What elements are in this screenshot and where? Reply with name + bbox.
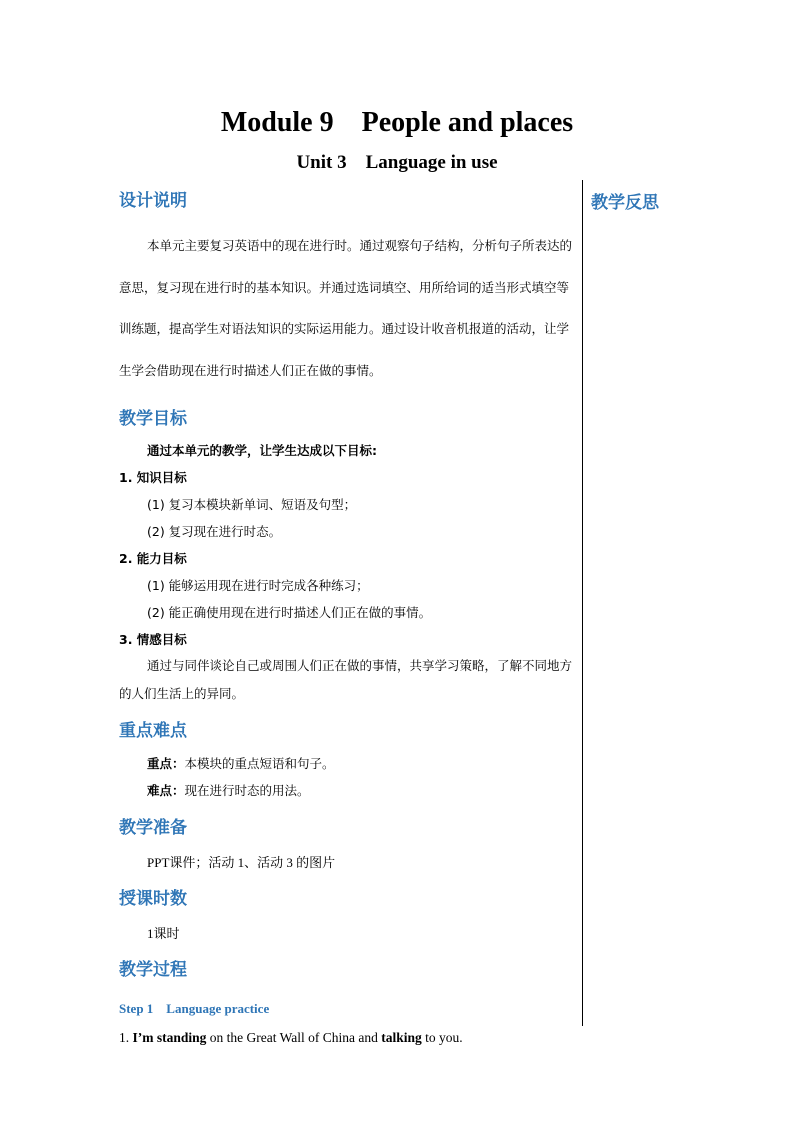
key-point-text: 本模块的重点短语和句子。: [184, 756, 335, 771]
hours-text: 1课时: [147, 926, 180, 941]
step-heading: Step 1 Language practice: [119, 1001, 270, 1016]
key-point-label: 重点：: [147, 756, 185, 771]
design-heading: 设计说明: [119, 191, 187, 211]
example-text-2: to you.: [421, 1030, 463, 1045]
objective-item: (2) 复习现在进行时态。: [147, 524, 282, 539]
difficult-point: [119, 781, 577, 799]
objectives-heading: 教学目标: [119, 409, 187, 429]
objective-item: (1) 能够运用现在进行时完成各种练习；: [147, 578, 369, 593]
hours-heading: 授课时数: [119, 889, 187, 909]
difficult-point-label: 难点：: [147, 783, 185, 798]
main-column: [119, 186, 577, 1060]
objective-item: (2) 能正确使用现在进行时描述人们正在做的事情。: [147, 605, 432, 620]
objectives-lead: 通过本单元的教学，让学生达成以下目标:: [147, 443, 377, 458]
page-title: Module 9 People and places: [220, 107, 574, 138]
example-text-1: on the Great Wall of China and: [206, 1030, 382, 1045]
example-sentence: [119, 1030, 577, 1046]
objective-item: (1) 复习本模块新单词、短语及句型；: [147, 497, 357, 512]
design-text: 本单元主要复习英语中的现在进行时。通过观察句子结构，分析句子所表达的意思，复习现在进行时的基本知识。并通过选词填空、用所给词的适当形式填空等训练题，提高学生对语法知识的实际运用能力。通过设计收音机报道的活动，让学生学会借助现在进行时描述人们正在做的事情。: [119, 238, 573, 378]
objective-group-label: 3. 情感目标: [119, 632, 187, 647]
example-number: 1.: [119, 1030, 133, 1045]
objective-group-label: 1. 知识目标: [119, 470, 187, 485]
example-bold-2: talking: [381, 1030, 422, 1045]
preparation-heading: 教学准备: [119, 818, 187, 838]
keypoints-heading: 重点难点: [119, 721, 187, 741]
page-subtitle: Unit 3 Language in use: [296, 152, 498, 173]
preparation-text: PPT课件；活动 1、活动 3 的图片: [147, 855, 336, 870]
reflection-heading: 教学反思: [591, 193, 659, 213]
process-heading: 教学过程: [119, 960, 187, 980]
objective-group-label: 2. 能力目标: [119, 551, 187, 566]
difficult-point-text: 现在进行时态的用法。: [184, 783, 310, 798]
key-point: [119, 754, 577, 772]
example-bold-1: I’m standing: [132, 1030, 207, 1045]
objective-text: 通过与同伴谈论自己或周围人们正在做的事情，共享学习策略，了解不同地方的人们生活上的异同。: [119, 658, 573, 701]
column-divider: [582, 180, 583, 1026]
